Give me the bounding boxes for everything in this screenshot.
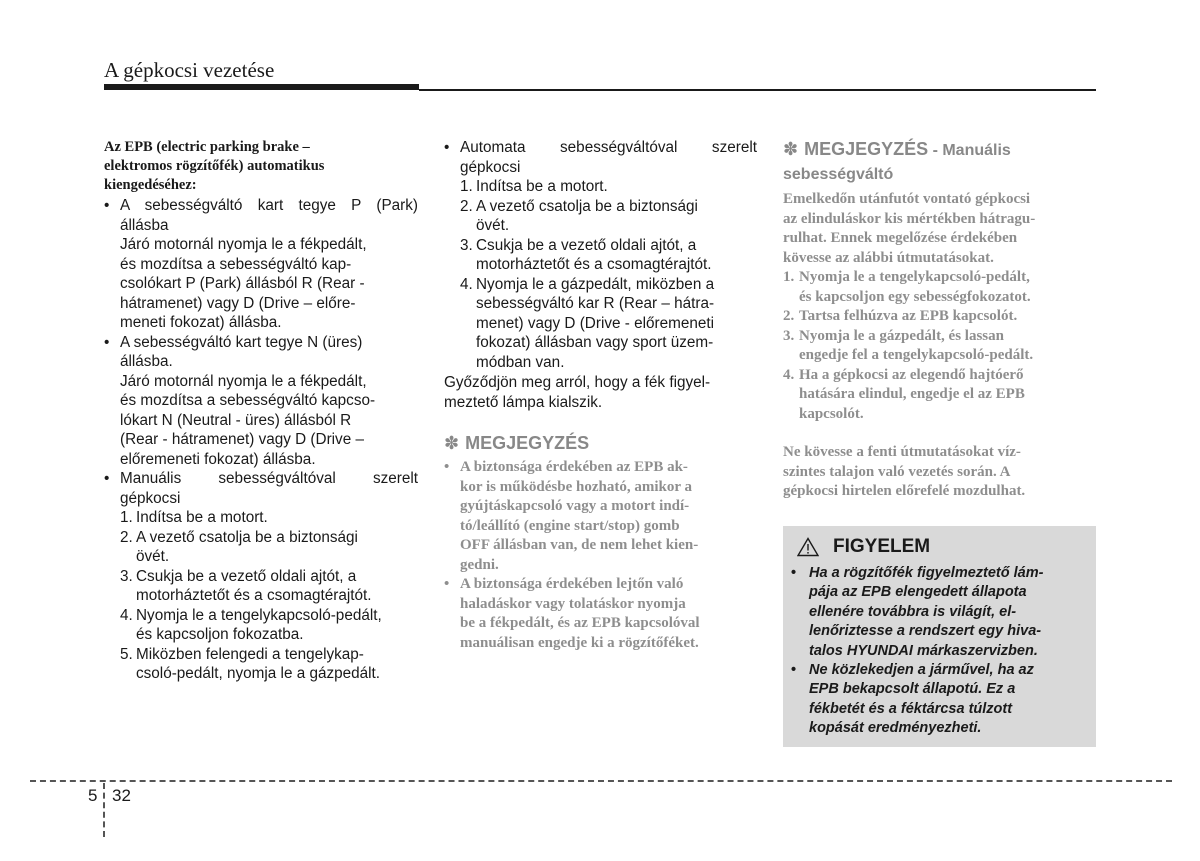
paragraph: Ne kövesse a fenti útmutatásokat víz- szintes talajon való vezetés során. A gépkocsi hirtelen előrefelé mozdulhat. xyxy=(783,444,1026,499)
footer-vertical-divider xyxy=(103,783,105,837)
note-heading: ✽ MEGJEGYZÉS xyxy=(444,433,590,453)
header-rule-thin xyxy=(419,89,1096,91)
note-heading: ✽ MEGJEGYZÉS - Manuális xyxy=(783,139,1011,159)
warning-title: FIGYELEM xyxy=(833,536,931,557)
step-item: 5. Miközben felengedi a tengelykap- csoló-pedált, nyomja le a gázpedált. xyxy=(120,645,381,682)
column-2 xyxy=(444,138,757,653)
list-item: • A biztonsága érdekében az EPB ak- kor is működésbe hozható, amikor a gyújtáskapcsoló vagy a motort indí- tó/leállító (engine start/stop) gomb OFF állásban van, de nem lehet kien- gedni. xyxy=(444,459,699,573)
note-body xyxy=(444,458,757,653)
note-body: Emelkedőn utánfutót vontató gépkocsi az elinduláskor kis mértékben hátragu- rulhat. Ennek megelőzése érdekében kövesse az alábbi útmutatásokat. 1. Nyomja le a tengelykapcsoló-pedált, és kapcsoljon egy sebességfokozatot. 2. Tartsa felhúzva az EPB kapcsolót. 3. Nyomja le a gázpedált, és lassan engedje fel a tengelykapcsoló-pedált. 4. Ha a gépkocsi az elegendő hajtóerő hatására elindul, engedje el az EPB kapcsolót. Ne kövesse a fenti útmutatásokat víz- szintes talajon való vezetés során. A gépkocsi hirtelen előrefelé mozdulhat. xyxy=(783,190,1097,502)
list-item: • A sebességváltó kart tegye P (Park) állásba xyxy=(104,197,418,234)
asterisk-icon: ✽ xyxy=(444,433,460,453)
list-item: • Ha a rögzítőfék figyelmeztető lám- pája az EPB elengedett állapota ellenére továbbra is világít, el- lenőriztesse a rendszert egy hiva- talos HYUNDAI márkaszervizben. xyxy=(791,565,1044,659)
header-rule-thick xyxy=(104,84,419,90)
section-intro: Az EPB (electric parking brake – elektromos rögzítőfék) automatikus kiengedéséhez: xyxy=(104,139,325,193)
step-item: 2. A vezető csatolja be a biztonsági övét. xyxy=(120,528,358,565)
asterisk-icon: ✽ xyxy=(783,139,799,159)
step-item: 4. Ha a gépkocsi az elegendő hajtóerő hatására elindul, engedje el az EPB kapcsolót. xyxy=(783,366,1025,422)
step-item: 3. Csukja be a vezető oldali ajtót, a motorháztetőt és a csomagtérajtót. xyxy=(120,567,372,604)
step-item: 4. Nyomja le a tengelykapcsoló-pedált, és kapcsoljon fokozatba. xyxy=(120,606,382,643)
list-item: • A sebességváltó kart tegye N (üres) állásba. xyxy=(104,333,363,370)
list-item: • Ne közlekedjen a járművel, ha az EPB bekapcsolt állapotú. Ez a fékbetét és a féktárcsa túlzott kopását eredményezheti. xyxy=(791,662,1034,737)
step-item: 3. Csukja be a vezető oldali ajtót, a motorháztetőt és a csomagtérajtót. xyxy=(460,236,712,273)
step-item: 2. Tartsa felhúzva az EPB kapcsolót. xyxy=(783,308,1018,324)
note-subheading: sebességváltó xyxy=(783,166,894,183)
page-number: 32 xyxy=(112,786,131,805)
warning-heading xyxy=(797,536,1096,558)
warning-box xyxy=(783,526,1096,747)
step-item: 1. Nyomja le a tengelykapcsoló-pedált, és kapcsoljon egy sebességfokozatot. xyxy=(783,269,1031,305)
sub-paragraph: Járó motornál nyomja le a fékpedált, és mozdítsa a sebességváltó kapcso- lókart N (Neutral - üres) állásból R (Rear - hátramenet) vagy D (Drive – előremeneti fokozat) állásba. xyxy=(120,372,376,468)
list-item: • Manuális sebességváltóval szerelt gépkocsi xyxy=(104,470,418,507)
sub-paragraph: Járó motornál nyomja le a fékpedált, és mozdítsa a sebességváltó kap- csolókart P (Park) állásból R (Rear - hátramenet) vagy D (Drive – előre- meneti fokozat) állásba. xyxy=(120,236,367,331)
step-item: 2. A vezető csatolja be a biztonsági övét. xyxy=(460,197,698,234)
list-item: • Automata sebességváltóval szerelt gépkocsi xyxy=(444,139,757,176)
warning-triangle-icon xyxy=(797,537,819,557)
column-3 xyxy=(783,138,1097,502)
paragraph: Győződjön meg arról, hogy a fék figyel- meztető lámpa kialszik. xyxy=(444,374,711,411)
list-item: • A biztonsága érdekében lejtőn való haladáskor vagy tolatáskor nyomja be a fékpedált, és az EPB kapcsolóval manuálisan engedje ki a rögzítőféket. xyxy=(444,576,700,651)
page-title: A gépkocsi vezetése xyxy=(104,58,275,82)
column-1 xyxy=(104,138,418,684)
step-item: 4. Nyomja le a gázpedált, miközben a sebességváltó kar R (Rear – hátra- menet) vagy D (Drive - előremeneti fokozat) állásban vagy sport üzem- módban van. xyxy=(460,275,715,371)
step-item: 1. Indítsa be a motort. xyxy=(120,509,268,526)
step-item: 1. Indítsa be a motort. xyxy=(460,178,608,195)
footer-divider xyxy=(30,780,1172,782)
step-item: 3. Nyomja le a gázpedált, és lassan engedje fel a tengelykapcsoló-pedált. xyxy=(783,327,1034,363)
chapter-number: 5 xyxy=(88,786,98,805)
warning-body xyxy=(783,564,1096,739)
